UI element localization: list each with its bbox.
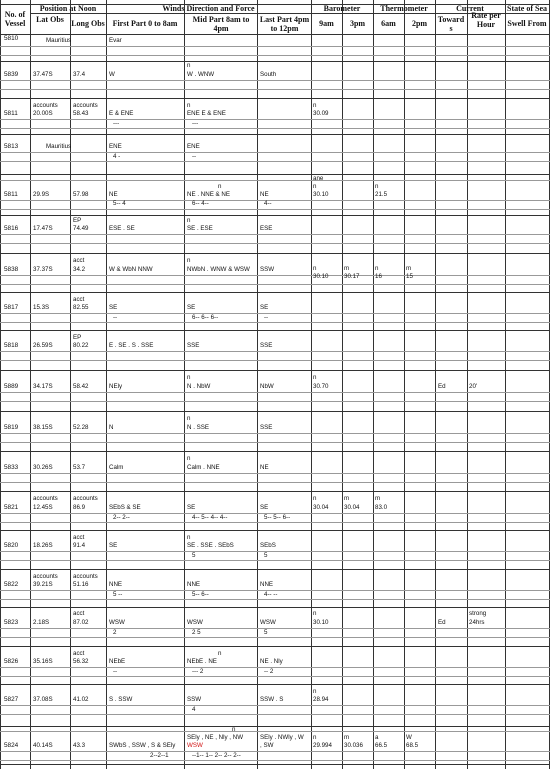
vessel-number: 5838 [4, 266, 19, 273]
cell-b: 30.10 [313, 191, 329, 198]
cell-long: 86.9 [73, 504, 86, 511]
cell-mid: n [187, 534, 191, 541]
cell-t: W [406, 734, 412, 741]
cell-long: accounts [73, 102, 98, 109]
row-sub-line [0, 152, 550, 153]
row-sub-line [0, 360, 550, 361]
vessel-number: 5822 [4, 581, 19, 588]
cell-mid: SE [187, 504, 196, 511]
cell-long: 51.16 [73, 581, 89, 588]
row-sub-line [0, 351, 550, 352]
row-sub-line [0, 401, 550, 402]
cell-first: ESE . SE [109, 225, 135, 232]
cell-long: accounts [73, 495, 98, 502]
cell-mid: N . NbW [187, 383, 211, 390]
cell-mid: SSW [187, 696, 202, 703]
cell-rate: strong [469, 610, 487, 617]
header-sea: State of Sea [507, 4, 547, 13]
cell-long: acct [73, 534, 85, 541]
vessel-number: 5811 [4, 110, 18, 117]
row-separator-line [0, 61, 550, 62]
cell-t: m [406, 265, 412, 272]
header-2pm: 2pm [411, 19, 428, 28]
header-thermometer: Thermometer [380, 4, 428, 13]
cell-first: 2-- 2-- [113, 514, 130, 521]
cell-mid: 4-- 5-- 4-- 4-- [192, 514, 228, 521]
cell-b: 29.994 [313, 742, 332, 749]
cell-last: SE [260, 504, 269, 511]
cell-first: 4 - [113, 153, 121, 160]
cell-lat: 26.59S [33, 342, 53, 349]
row-separator-line [0, 134, 550, 135]
cell-mid: SE . ESE [187, 225, 213, 232]
cell-last: -- 2 [264, 668, 274, 675]
row-separator-line [0, 253, 550, 254]
cell-first: SE [109, 304, 118, 311]
cell-midred: WSW [187, 742, 203, 749]
row-sub-line [0, 637, 550, 638]
cell-lat: 20.00S [33, 110, 53, 117]
row-sub-line [0, 180, 550, 181]
row-separator-line [0, 726, 550, 727]
row-sub-line [0, 119, 550, 120]
row-sub-line [0, 161, 550, 162]
cell-long: 87.02 [73, 619, 89, 626]
cell-midr: n [232, 726, 236, 733]
cell-long: 57.98 [73, 191, 89, 198]
row-separator-line [0, 370, 550, 371]
cell-mid: Calm . NNE [187, 464, 220, 471]
cell-first: N [109, 424, 114, 431]
cell-lat: 37.37S [33, 266, 53, 273]
cell-long: 34.2 [73, 266, 86, 273]
row-separator-line [0, 330, 550, 331]
cell-last: -- [264, 314, 269, 321]
cell-mid: n [187, 257, 191, 264]
row-separator-line [0, 491, 550, 492]
cell-mid: n [187, 455, 191, 462]
row-sub-line [0, 560, 550, 561]
row-separator-line [0, 292, 550, 293]
row-separator-line [0, 530, 550, 531]
cell-last: 5 [264, 629, 268, 636]
row-sub-line [0, 482, 550, 483]
vessel-number: 5839 [4, 71, 19, 78]
row-sub-line [0, 313, 550, 314]
row-sub-line [0, 322, 550, 323]
cell-mid: SEly , NE , Nly , NW [187, 734, 244, 741]
cell-lat: 37.08S [33, 696, 53, 703]
header-position: Position at Noon [39, 4, 97, 13]
cell-mid: --1-- 1-- 2-- 2-- 2-- [192, 752, 241, 759]
cell-mid: ENE [187, 143, 200, 150]
cell-first: W & WbN NNW [109, 266, 153, 273]
vessel-number: 5826 [4, 658, 19, 665]
row-sub-line [0, 599, 550, 600]
header-rate: Rate per Hour [471, 11, 501, 29]
cell-first: 5 -- [113, 591, 123, 598]
cell-t: n [375, 265, 379, 272]
cell-first: SEbS & SE [109, 504, 141, 511]
cell-mid: 2 5 [192, 629, 201, 636]
cell-last: South [260, 71, 277, 78]
cell-long: 37.4 [73, 71, 86, 78]
cell-long: 58.43 [73, 110, 89, 117]
cell-lat: 38.15S [33, 424, 53, 431]
vessel-number: 5889 [4, 383, 19, 390]
cell-lat: 34.17S [33, 383, 53, 390]
cell-last: SSW . S [260, 696, 284, 703]
cell-first: Evar [109, 37, 122, 44]
cell-first: E . SE . S . SSE [109, 342, 154, 349]
cell-towards: Ed [438, 383, 446, 390]
row-sub-line [0, 46, 550, 47]
cell-first: SWbS , SSW , S & SEly [109, 742, 176, 749]
cell-last: SSW [260, 266, 275, 273]
cell-last: SE [260, 304, 269, 311]
cell-long: EP [73, 334, 82, 341]
cell-mid: 6-- 6-- 6-- [192, 314, 219, 321]
vessel-number: 5821 [4, 504, 19, 511]
cell-last: 5 [264, 552, 268, 559]
cell-long: acct [73, 296, 85, 303]
cell-last: 4-- [264, 200, 272, 207]
cell-mid: NEbE . NE [187, 658, 217, 665]
cell-lat: accounts [33, 102, 58, 109]
row-sub-line [0, 731, 550, 732]
cell-b: 30.70 [313, 383, 329, 390]
cell-last: NE [260, 464, 269, 471]
cell-b: n [313, 374, 317, 381]
row-sub-line [0, 628, 550, 629]
cell-first: NEly [109, 383, 123, 390]
cell-b: 30.04 [313, 504, 329, 511]
cell-first: NE [109, 191, 118, 198]
grid-line [342, 0, 343, 769]
cell-long: 74.49 [73, 225, 89, 232]
row-sub-line [0, 751, 550, 752]
row-sub-line [0, 551, 550, 552]
vessel-number: 5816 [4, 225, 19, 232]
cell-mid: n [187, 374, 191, 381]
cell-long: 43.3 [73, 742, 86, 749]
cell-b: n [313, 688, 317, 695]
row-sub-line [0, 667, 550, 668]
cell-last: NbW [260, 383, 274, 390]
cell-first: W [109, 71, 115, 78]
cell-t: 21.5 [375, 191, 388, 198]
cell-long: acct [73, 257, 85, 264]
header-last: Last Part 4pm to 12pm [259, 15, 310, 33]
vessel-number: 5817 [4, 304, 19, 311]
row-separator-line [0, 684, 550, 685]
cell-lat: 12.45S [33, 504, 53, 511]
cell-lat: accounts [33, 495, 58, 502]
cell-last: NNE [260, 581, 274, 588]
vessel-number: 5820 [4, 542, 19, 549]
grid-line [106, 0, 107, 769]
row-sub-line [0, 442, 550, 443]
cell-t: m [375, 495, 381, 502]
cell-mid: 4 [192, 706, 196, 713]
vessel-number: 5818 [4, 342, 19, 349]
grid-line [311, 0, 312, 769]
row-sub-line [0, 89, 550, 90]
row-sub-line [0, 243, 550, 244]
cell-long: 56.32 [73, 658, 89, 665]
row-separator-line [0, 764, 550, 765]
cell-b: m [344, 734, 350, 741]
cell-lat: Mauritius [46, 37, 72, 44]
cell-mid: --- 2 [192, 668, 204, 675]
cell-first: NNE [109, 581, 123, 588]
cell-lat: 15.3S [33, 304, 50, 311]
row-sub-line [0, 275, 550, 276]
row-sub-line [0, 234, 550, 235]
cell-mid: NNE [187, 581, 201, 588]
cell-last: SSE [260, 424, 273, 431]
cell-last: , SW [260, 742, 274, 749]
cell-lat: 30.26S [33, 464, 53, 471]
cell-long: 52.28 [73, 424, 89, 431]
cell-first: 5-- 4 [113, 200, 126, 207]
cell-last: NE [260, 191, 269, 198]
grid-line [435, 0, 436, 769]
row-separator-line [0, 451, 550, 452]
row-sub-line [0, 128, 550, 129]
cell-b: m [344, 495, 350, 502]
cell-lat: 2.18S [33, 619, 50, 626]
cell-b: 30.09 [313, 110, 329, 117]
cell-mid: 5 [192, 552, 196, 559]
cell-b: 30.17 [344, 273, 360, 280]
cell-first: -- [113, 668, 118, 675]
cell-mid: NE . NNE & NE [187, 191, 230, 198]
row-sub-line [0, 284, 550, 285]
row-separator-line [0, 215, 550, 216]
cell-midc: n [218, 650, 222, 657]
cell-mid: n [187, 102, 191, 109]
header-vessel: No. of Vessel [4, 10, 26, 28]
cell-mid: --- [192, 120, 199, 127]
grid-line [30, 0, 31, 769]
header-towards: Toward s [437, 15, 465, 33]
cell-mid: NWbN . WNW & WSW [187, 266, 250, 273]
cell-first: Calm [109, 464, 124, 471]
cell-b: m [344, 265, 350, 272]
vessel-number: 5813 [4, 143, 19, 150]
cell-long: EP [73, 217, 82, 224]
grid-line [373, 0, 374, 769]
cell-t: 66.5 [375, 742, 388, 749]
row-sub-line [0, 714, 550, 715]
cell-b: n [313, 734, 317, 741]
cell-lat: accounts [33, 573, 58, 580]
cell-long: acct [73, 650, 85, 657]
grid-line [0, 0, 1, 769]
row-sub-line [0, 200, 550, 201]
cell-lat: 35.16S [33, 658, 53, 665]
cell-last: SEly . NWly , W [260, 734, 304, 741]
cell-mid: SE [187, 304, 196, 311]
row-sub-line [0, 676, 550, 677]
header-lat: Lat Obs [36, 15, 64, 24]
row-sub-line [0, 55, 550, 56]
grid-line [467, 0, 468, 769]
cell-b: n [313, 183, 317, 190]
grid-line [505, 0, 506, 769]
row-sub-line [0, 522, 550, 523]
vessel-number: 5833 [4, 464, 19, 471]
vessel-number: 5810 [4, 35, 19, 42]
row-sub-line [0, 473, 550, 474]
cell-mid: n [187, 62, 191, 69]
cell-lat: 37.47S [33, 71, 53, 78]
cell-first: NEbE [109, 658, 126, 665]
cell-mid: SE . SSE . SEbS [187, 542, 234, 549]
cell-last: SEbS [260, 542, 276, 549]
vessel-number: 5819 [4, 424, 19, 431]
cell-midc: n [218, 183, 222, 190]
header-mid: Mid Part 8am to 4pm [192, 15, 250, 33]
header-9am: 9am [319, 19, 334, 28]
cell-long: 82.55 [73, 304, 89, 311]
row-separator-line [0, 607, 550, 608]
cell-mid: -- [192, 153, 197, 160]
row-sub-line [0, 392, 550, 393]
cell-mid: ENE E & ENE [187, 110, 226, 117]
cell-t: n [375, 183, 379, 190]
header-winds: Winds Direction and Force [162, 4, 255, 13]
cell-mid: W . WNW [187, 71, 215, 78]
cell-t: a [375, 734, 379, 741]
cell-lat: 29.9S [33, 191, 50, 198]
cell-t: 15 [406, 273, 413, 280]
row-sub-line [0, 209, 550, 210]
cell-lat: 39.21S [33, 581, 53, 588]
cell-mid: WSW [187, 619, 203, 626]
row-sub-line [0, 80, 550, 81]
vessel-number: 5824 [4, 742, 19, 749]
grid-line [404, 0, 405, 769]
cell-t: 83.0 [375, 504, 388, 511]
cell-b: 30.04 [344, 504, 360, 511]
cell-mid: 5-- 6-- [192, 591, 209, 598]
grid-line [70, 0, 71, 769]
header-bottom-line [0, 34, 550, 35]
cell-b: 28.94 [313, 696, 329, 703]
header-first: First Part 0 to 8am [112, 19, 178, 28]
header-3pm: 3pm [349, 19, 366, 28]
cell-mid: n [187, 415, 191, 422]
cell-first: S . SSW [109, 696, 133, 703]
vessel-number: 5827 [4, 696, 19, 703]
cell-firstr: 2--2--1 [150, 752, 169, 759]
header-long: Long Obs [71, 19, 105, 28]
cell-mid: SSE [187, 342, 200, 349]
cell-first: 2 [113, 629, 117, 636]
grid-line [184, 0, 185, 769]
header-6am: 6am [381, 19, 396, 28]
row-sub-line [0, 760, 550, 761]
header-swell: Swell From [507, 19, 547, 28]
cell-first: -- [113, 314, 118, 321]
cell-lat: Mauritius [46, 143, 72, 150]
cell-last: SSE [260, 342, 273, 349]
cell-towards: Ed [438, 619, 446, 626]
cell-last: NE . Nly [260, 658, 283, 665]
cell-long: 58.42 [73, 383, 89, 390]
row-separator-line [0, 646, 550, 647]
cell-first: SE [109, 542, 118, 549]
cell-last: 5-- 5-- 6-- [264, 514, 291, 521]
cell-b: 30.036 [344, 742, 363, 749]
row-sub-line [0, 433, 550, 434]
row-separator-line [0, 569, 550, 570]
cell-mid: 6-- 4-- [192, 200, 209, 207]
cell-mid: N . SSE [187, 424, 210, 431]
cell-long: 53.7 [73, 464, 86, 471]
cell-b: 30.10 [313, 619, 329, 626]
cell-t: 16 [375, 273, 382, 280]
cell-first: --- [113, 120, 120, 127]
row-separator-line [0, 411, 550, 412]
cell-lat: 40.14S [33, 742, 53, 749]
cell-first: E & ENE [109, 110, 134, 117]
cell-lat: 18.26S [33, 542, 53, 549]
cell-b: n [313, 265, 317, 272]
cell-long: accounts [73, 573, 98, 580]
cell-b: 30.10 [313, 273, 329, 280]
cell-b: n [313, 610, 317, 617]
cell-mid: n [187, 217, 191, 224]
cell-last: ESE [260, 225, 273, 232]
cell-first: ENE [109, 143, 122, 150]
cell-long: 91.4 [73, 542, 86, 549]
cell-b: n [313, 495, 317, 502]
cell-b: n [313, 102, 317, 109]
cell-rate: 24hrs [469, 619, 485, 626]
cell-last: WSW [260, 619, 276, 626]
vessel-number: 5823 [4, 619, 19, 626]
cell-lat: 17.47S [33, 225, 53, 232]
header-barometer: Barometer [323, 4, 361, 13]
header-current: Current [456, 4, 484, 13]
cell-long: 80.22 [73, 342, 89, 349]
row-separator-line [0, 174, 550, 175]
cell-first: WSW [109, 619, 125, 626]
vessel-number: 5811 [4, 191, 18, 198]
row-separator-line [0, 98, 550, 99]
cell-last: 4-- -- [264, 591, 278, 598]
row-sub-line [0, 705, 550, 706]
grid-line [257, 0, 258, 769]
cell-long: 41.02 [73, 696, 89, 703]
cell-rate: 20' [469, 383, 478, 390]
cell-long: acct [73, 610, 85, 617]
cell-b: ane [313, 175, 324, 182]
cell-t: 68.5 [406, 742, 419, 749]
